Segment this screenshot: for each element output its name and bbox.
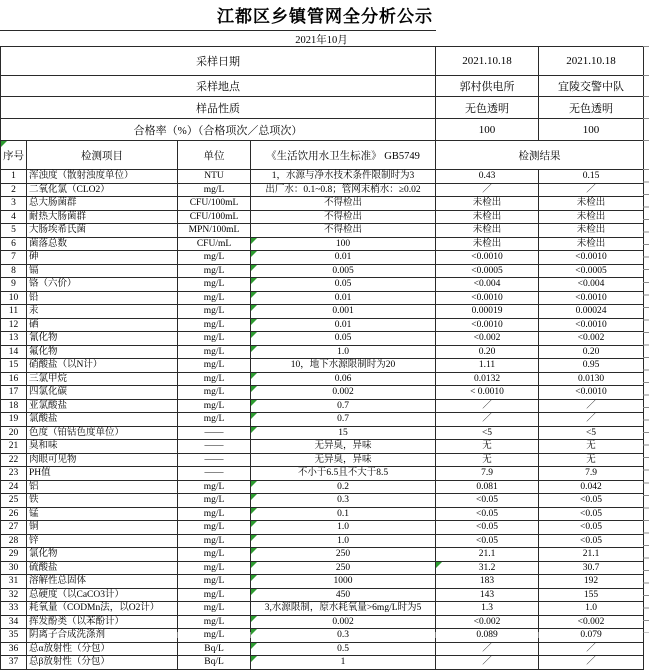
row-standard: 0.05 xyxy=(251,332,436,346)
row-result-2: <0.0010 xyxy=(539,318,644,332)
row-unit: mg/L xyxy=(178,359,251,373)
row-result-2: <0.05 xyxy=(539,494,644,508)
header-unit: 单位 xyxy=(178,141,251,170)
pass-rate-value-1: 100 xyxy=(436,119,539,141)
row-unit: mg/L xyxy=(178,521,251,535)
row-standard: 0.002 xyxy=(251,615,436,629)
table-row xyxy=(1,615,644,629)
row-result-1: <0.0010 xyxy=(436,251,539,265)
row-item: 肉眼可见物 xyxy=(27,453,178,467)
row-result-1: 0.0132 xyxy=(436,372,539,386)
sampling-site-label: 采样地点 xyxy=(1,76,436,97)
table-row xyxy=(1,359,644,373)
row-result-1: <0.0010 xyxy=(436,291,539,305)
report-month: 2021年10月 xyxy=(295,35,348,46)
row-result-2: 未检出 xyxy=(539,210,644,224)
row-item: 二氧化氯（CLO2） xyxy=(27,183,178,197)
row-no: 17 xyxy=(1,386,27,400)
table-row xyxy=(1,318,644,332)
row-result-1: <0.05 xyxy=(436,534,539,548)
sample-nature-row xyxy=(1,97,644,119)
row-no: 33 xyxy=(1,602,27,616)
row-item: 色度（铂钴色度单位） xyxy=(27,426,178,440)
row-no: 27 xyxy=(1,521,27,535)
row-item: 铅 xyxy=(27,291,178,305)
row-no: 8 xyxy=(1,264,27,278)
row-unit: CFU/100mL xyxy=(178,197,251,211)
row-no: 24 xyxy=(1,480,27,494)
row-unit: mg/L xyxy=(178,561,251,575)
row-result-1: 21.1 xyxy=(436,548,539,562)
row-standard: 不得检出 xyxy=(251,197,436,211)
title-underline xyxy=(0,30,436,31)
page-title: 江都区乡镇管网全分析公示 xyxy=(217,7,433,26)
row-standard: 1 xyxy=(251,656,436,670)
row-result-1: 未检出 xyxy=(436,210,539,224)
row-unit: mg/L xyxy=(178,386,251,400)
row-no: 23 xyxy=(1,467,27,481)
row-item: 铁 xyxy=(27,494,178,508)
row-unit: —— xyxy=(178,440,251,454)
row-item: 菌落总数 xyxy=(27,237,178,251)
row-item: 耗氧量（CODMn法，以O2计） xyxy=(27,602,178,616)
row-result-1: ／ xyxy=(436,183,539,197)
row-no: 13 xyxy=(1,332,27,346)
row-result-2: 155 xyxy=(539,588,644,602)
row-unit: mg/L xyxy=(178,534,251,548)
row-standard: 0.001 xyxy=(251,305,436,319)
row-result-2: 192 xyxy=(539,575,644,589)
bottom-stub-2 xyxy=(250,632,251,638)
row-unit: mg/L xyxy=(178,345,251,359)
right-stub-2 xyxy=(643,75,649,76)
sampling-date-value-2: 2021.10.18 xyxy=(539,47,644,76)
row-result-1: <5 xyxy=(436,426,539,440)
row-item: 亚氯酸盐 xyxy=(27,399,178,413)
row-no: 30 xyxy=(1,561,27,575)
row-no: 22 xyxy=(1,453,27,467)
row-result-1: 183 xyxy=(436,575,539,589)
row-result-2: 30.7 xyxy=(539,561,644,575)
row-result-1: <0.05 xyxy=(436,521,539,535)
row-unit: mg/L xyxy=(178,278,251,292)
row-no: 9 xyxy=(1,278,27,292)
results-table xyxy=(0,140,644,670)
row-no: 2 xyxy=(1,183,27,197)
table-row xyxy=(1,224,644,238)
row-standard: 250 xyxy=(251,561,436,575)
row-result-2: 0.00024 xyxy=(539,305,644,319)
row-standard: 0.7 xyxy=(251,399,436,413)
row-result-1: 0.00019 xyxy=(436,305,539,319)
row-no: 16 xyxy=(1,372,27,386)
row-no: 37 xyxy=(1,656,27,670)
row-no: 21 xyxy=(1,440,27,454)
row-result-1: ／ xyxy=(436,656,539,670)
row-no: 5 xyxy=(1,224,27,238)
right-stub-5 xyxy=(643,140,649,141)
row-result-2: ／ xyxy=(539,642,644,656)
row-result-1: <0.004 xyxy=(436,278,539,292)
row-no: 15 xyxy=(1,359,27,373)
row-result-1: 无 xyxy=(436,453,539,467)
row-result-2: 0.0130 xyxy=(539,372,644,386)
row-no: 26 xyxy=(1,507,27,521)
row-result-2: 0.95 xyxy=(539,359,644,373)
row-item: 铜 xyxy=(27,521,178,535)
row-item: 挥发酚类（以苯酚计） xyxy=(27,615,178,629)
sampling-site-value-1: 郭村供电所 xyxy=(436,76,539,97)
row-standard: 450 xyxy=(251,588,436,602)
row-result-2: ／ xyxy=(539,413,644,427)
table-row xyxy=(1,197,644,211)
row-result-2: <0.0010 xyxy=(539,386,644,400)
row-standard: 1.0 xyxy=(251,345,436,359)
row-unit: mg/L xyxy=(178,251,251,265)
row-unit: mg/L xyxy=(178,602,251,616)
row-standard: 出厂水：0.1~0.8；管网末梢水：≥0.02 xyxy=(251,183,436,197)
row-item: 硫酸盐 xyxy=(27,561,178,575)
row-result-1: 无 xyxy=(436,440,539,454)
right-gridline-stubs xyxy=(643,169,649,633)
table-row xyxy=(1,453,644,467)
row-no: 32 xyxy=(1,588,27,602)
row-result-1: < 0.0010 xyxy=(436,386,539,400)
row-standard: 无异臭，异味 xyxy=(251,453,436,467)
right-stub-4 xyxy=(643,118,649,119)
row-result-2: <0.0010 xyxy=(539,291,644,305)
row-standard: 0.05 xyxy=(251,278,436,292)
row-result-2: <0.004 xyxy=(539,278,644,292)
right-stub-3 xyxy=(643,96,649,97)
row-no: 7 xyxy=(1,251,27,265)
row-result-2: 1.0 xyxy=(539,602,644,616)
row-item: 氟化物 xyxy=(27,345,178,359)
header-no: 序号 xyxy=(1,141,27,170)
row-standard: 0.7 xyxy=(251,413,436,427)
table-row xyxy=(1,305,644,319)
row-result-2: <0.0010 xyxy=(539,251,644,265)
row-result-1: 31.2 xyxy=(436,561,539,575)
row-unit: mg/L xyxy=(178,629,251,643)
row-result-2: 未检出 xyxy=(539,224,644,238)
row-item: 浑浊度（散射浊度单位） xyxy=(27,170,178,184)
row-result-2: 未检出 xyxy=(539,197,644,211)
table-row xyxy=(1,588,644,602)
row-result-1: ／ xyxy=(436,413,539,427)
row-result-1: 143 xyxy=(436,588,539,602)
row-result-2: 0.079 xyxy=(539,629,644,643)
row-result-2: 未检出 xyxy=(539,237,644,251)
row-standard: 0.01 xyxy=(251,318,436,332)
table-row xyxy=(1,467,644,481)
row-result-1: <0.002 xyxy=(436,332,539,346)
table-row xyxy=(1,575,644,589)
row-standard: 0.1 xyxy=(251,507,436,521)
table-row xyxy=(1,278,644,292)
sampling-date-label: 采样日期 xyxy=(1,47,436,76)
row-result-2: <0.002 xyxy=(539,332,644,346)
table-row xyxy=(1,237,644,251)
row-item: 耐热大肠菌群 xyxy=(27,210,178,224)
row-no: 34 xyxy=(1,615,27,629)
row-standard: 不小于6.5且不大于8.5 xyxy=(251,467,436,481)
table-row xyxy=(1,170,644,184)
table-row xyxy=(1,480,644,494)
sampling-site-row xyxy=(1,76,644,97)
row-result-2: <5 xyxy=(539,426,644,440)
row-item: 氯化物 xyxy=(27,548,178,562)
row-result-2: ／ xyxy=(539,656,644,670)
row-no: 1 xyxy=(1,170,27,184)
row-item: 锰 xyxy=(27,507,178,521)
row-standard: 1.0 xyxy=(251,534,436,548)
sampling-site-value-2: 宜陵交警中队 xyxy=(539,76,644,97)
row-no: 11 xyxy=(1,305,27,319)
table-row xyxy=(1,183,644,197)
row-standard: 无异臭，异味 xyxy=(251,440,436,454)
table-row xyxy=(1,210,644,224)
row-unit: mg/L xyxy=(178,615,251,629)
row-item: 阴离子合成洗涤剂 xyxy=(27,629,178,643)
row-unit: mg/L xyxy=(178,305,251,319)
table-row xyxy=(1,386,644,400)
row-no: 18 xyxy=(1,399,27,413)
row-standard: 0.01 xyxy=(251,251,436,265)
row-no: 10 xyxy=(1,291,27,305)
pass-rate-value-2: 100 xyxy=(539,119,644,141)
table-row xyxy=(1,264,644,278)
row-result-2: <0.0005 xyxy=(539,264,644,278)
row-result-1: 1.11 xyxy=(436,359,539,373)
bottom-stub-4 xyxy=(538,632,539,638)
header-item: 检测项目 xyxy=(27,141,178,170)
row-result-2: ／ xyxy=(539,183,644,197)
row-result-1: <0.05 xyxy=(436,507,539,521)
row-no: 31 xyxy=(1,575,27,589)
pass-rate-row xyxy=(1,119,644,141)
row-item: 镉 xyxy=(27,264,178,278)
row-no: 6 xyxy=(1,237,27,251)
row-result-1: <0.0010 xyxy=(436,318,539,332)
row-unit: mg/L xyxy=(178,264,251,278)
row-item: 硒 xyxy=(27,318,178,332)
row-standard: 0.01 xyxy=(251,291,436,305)
row-unit: mg/L xyxy=(178,399,251,413)
row-unit: mg/L xyxy=(178,494,251,508)
table-row xyxy=(1,656,644,670)
row-unit: Bq/L xyxy=(178,656,251,670)
row-unit: mg/L xyxy=(178,588,251,602)
table-row xyxy=(1,399,644,413)
row-unit: CFU/mL xyxy=(178,237,251,251)
right-stub-1 xyxy=(643,46,649,47)
row-result-1: 0.081 xyxy=(436,480,539,494)
table-row xyxy=(1,507,644,521)
row-standard: 0.3 xyxy=(251,629,436,643)
row-result-1: 未检出 xyxy=(436,237,539,251)
row-result-1: <0.05 xyxy=(436,494,539,508)
row-result-2: <0.002 xyxy=(539,615,644,629)
row-result-2: 7.9 xyxy=(539,467,644,481)
row-item: 大肠埃希氏菌 xyxy=(27,224,178,238)
table-row xyxy=(1,642,644,656)
row-standard: 0.5 xyxy=(251,642,436,656)
table-row xyxy=(1,561,644,575)
row-item: 铬（六价） xyxy=(27,278,178,292)
row-unit: mg/L xyxy=(178,575,251,589)
table-row xyxy=(1,413,644,427)
row-item: 总大肠菌群 xyxy=(27,197,178,211)
row-result-2: <0.05 xyxy=(539,534,644,548)
row-result-1: 0.20 xyxy=(436,345,539,359)
row-standard: 15 xyxy=(251,426,436,440)
row-item: 铝 xyxy=(27,480,178,494)
row-item: 总β放射性（分包） xyxy=(27,656,178,670)
row-result-1: 1.3 xyxy=(436,602,539,616)
row-result-1: 未检出 xyxy=(436,224,539,238)
row-result-1: 0.43 xyxy=(436,170,539,184)
row-unit: mg/L xyxy=(178,291,251,305)
row-item: 汞 xyxy=(27,305,178,319)
row-result-2: 无 xyxy=(539,453,644,467)
sample-nature-value-1: 无色透明 xyxy=(436,97,539,119)
row-result-1: <0.002 xyxy=(436,615,539,629)
row-item: 三氯甲烷 xyxy=(27,372,178,386)
row-standard: 0.002 xyxy=(251,386,436,400)
bottom-stub-1 xyxy=(177,632,178,638)
row-unit: MPN/100mL xyxy=(178,224,251,238)
row-unit: mg/L xyxy=(178,183,251,197)
row-result-1: <0.0005 xyxy=(436,264,539,278)
row-no: 4 xyxy=(1,210,27,224)
row-result-2: 0.20 xyxy=(539,345,644,359)
row-standard: 0.3 xyxy=(251,494,436,508)
row-standard: 1.0 xyxy=(251,521,436,535)
row-standard: 1000 xyxy=(251,575,436,589)
row-no: 35 xyxy=(1,629,27,643)
sampling-date-row xyxy=(1,47,644,76)
row-item: 总硬度（以CaCO3计） xyxy=(27,588,178,602)
row-item: 氰化物 xyxy=(27,332,178,346)
row-result-2: 无 xyxy=(539,440,644,454)
row-standard: 0.2 xyxy=(251,480,436,494)
row-unit: Bq/L xyxy=(178,642,251,656)
table-row xyxy=(1,548,644,562)
row-unit: NTU xyxy=(178,170,251,184)
table-row xyxy=(1,426,644,440)
row-standard: 不得检出 xyxy=(251,210,436,224)
table-row xyxy=(1,602,644,616)
table-row xyxy=(1,629,644,643)
row-unit: —— xyxy=(178,467,251,481)
row-no: 14 xyxy=(1,345,27,359)
header-result: 检测结果 xyxy=(436,141,644,170)
row-result-2: 0.15 xyxy=(539,170,644,184)
row-result-1: 未检出 xyxy=(436,197,539,211)
row-item: 硝酸盐（以N计） xyxy=(27,359,178,373)
row-item: 锌 xyxy=(27,534,178,548)
row-result-1: 7.9 xyxy=(436,467,539,481)
row-item: 臭和味 xyxy=(27,440,178,454)
row-no: 3 xyxy=(1,197,27,211)
row-unit: —— xyxy=(178,426,251,440)
row-unit: mg/L xyxy=(178,507,251,521)
row-no: 20 xyxy=(1,426,27,440)
header-standard: 《生活饮用水卫生标准》 GB5749 xyxy=(251,141,436,170)
row-unit: mg/L xyxy=(178,332,251,346)
row-standard: 0.06 xyxy=(251,372,436,386)
row-item: 氯酸盐 xyxy=(27,413,178,427)
table-row xyxy=(1,521,644,535)
table-row xyxy=(1,345,644,359)
row-result-1: ／ xyxy=(436,642,539,656)
row-no: 28 xyxy=(1,534,27,548)
results-header-row xyxy=(1,141,644,170)
row-no: 36 xyxy=(1,642,27,656)
row-result-1: ／ xyxy=(436,399,539,413)
row-result-2: <0.05 xyxy=(539,521,644,535)
row-standard: 1，水源与净水技术条件限制时为3 xyxy=(251,170,436,184)
table-row xyxy=(1,440,644,454)
row-standard: 不得检出 xyxy=(251,224,436,238)
row-unit: mg/L xyxy=(178,413,251,427)
row-result-2: 0.042 xyxy=(539,480,644,494)
sampling-date-value-1: 2021.10.18 xyxy=(436,47,539,76)
row-standard: 3,水源限制，原水耗氧量>6mg/L时为5 xyxy=(251,602,436,616)
table-row xyxy=(1,251,644,265)
row-item: 四氯化碳 xyxy=(27,386,178,400)
row-item: 砷 xyxy=(27,251,178,265)
table-row xyxy=(1,494,644,508)
row-standard: 100 xyxy=(251,237,436,251)
table-row xyxy=(1,534,644,548)
row-unit: mg/L xyxy=(178,372,251,386)
row-result-2: ／ xyxy=(539,399,644,413)
table-row xyxy=(1,372,644,386)
row-unit: mg/L xyxy=(178,548,251,562)
sample-nature-label: 样品性质 xyxy=(1,97,436,119)
row-no: 12 xyxy=(1,318,27,332)
bottom-stub-3 xyxy=(435,632,436,638)
row-standard: 250 xyxy=(251,548,436,562)
row-standard: 10，地下水源限制时为20 xyxy=(251,359,436,373)
row-item: 溶解性总固体 xyxy=(27,575,178,589)
table-row xyxy=(1,291,644,305)
sample-nature-value-2: 无色透明 xyxy=(539,97,644,119)
row-result-2: 21.1 xyxy=(539,548,644,562)
row-result-2: <0.05 xyxy=(539,507,644,521)
results-table-body xyxy=(1,170,644,670)
table-row xyxy=(1,332,644,346)
sampling-info-table xyxy=(0,46,644,141)
row-unit: mg/L xyxy=(178,318,251,332)
row-unit: CFU/100mL xyxy=(178,210,251,224)
row-no: 29 xyxy=(1,548,27,562)
row-standard: 0.005 xyxy=(251,264,436,278)
row-unit: —— xyxy=(178,453,251,467)
row-item: PH值 xyxy=(27,467,178,481)
row-no: 25 xyxy=(1,494,27,508)
row-no: 19 xyxy=(1,413,27,427)
pass-rate-label: 合格率（%）（合格项次／总项次） xyxy=(1,119,436,141)
row-result-1: 0.089 xyxy=(436,629,539,643)
row-unit: mg/L xyxy=(178,480,251,494)
row-item: 总α放射性（分包） xyxy=(27,642,178,656)
